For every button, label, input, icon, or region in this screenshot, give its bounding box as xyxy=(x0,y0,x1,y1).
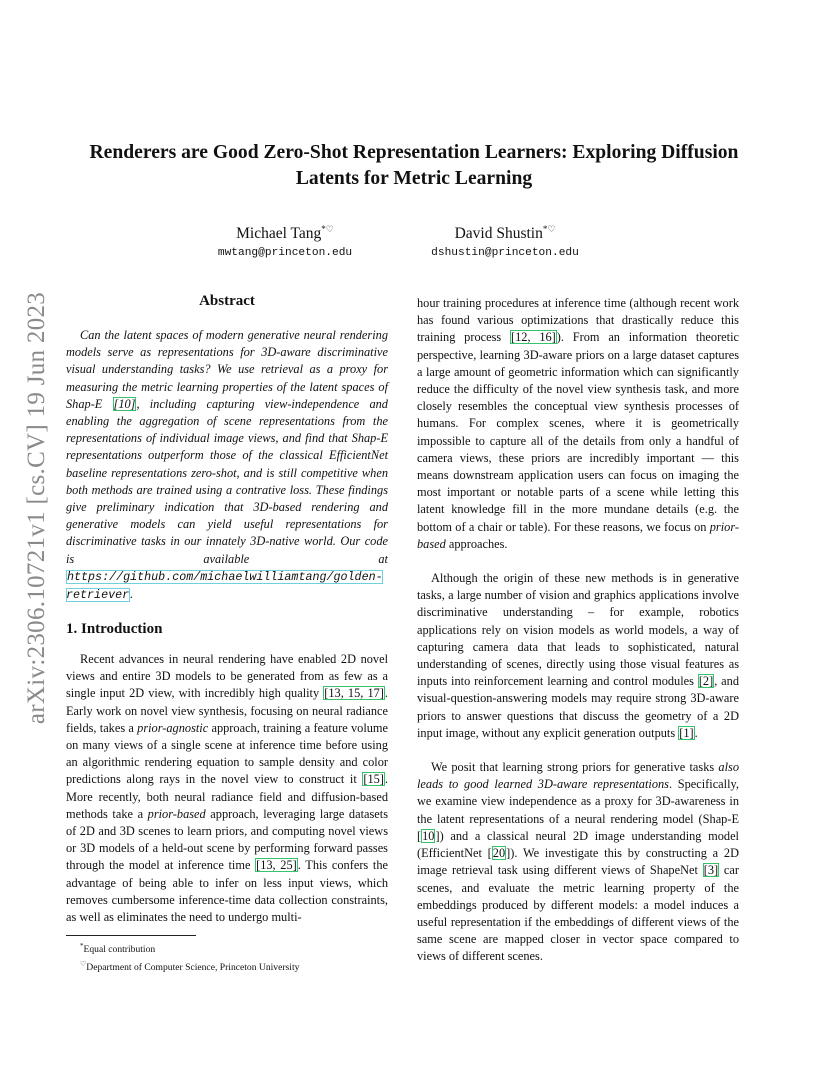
title-line-1: Renderers are Good Zero-Shot Representation Learners: Exploring Diffusion xyxy=(89,142,739,163)
abstract-body xyxy=(66,327,388,604)
citation-link[interactable]: [13, 15, 17] xyxy=(324,686,384,701)
author-name: David Shustin*♡ xyxy=(454,224,556,243)
section-heading-introduction: 1. Introduction xyxy=(66,621,163,637)
author-block-1 xyxy=(190,219,380,259)
footnote-affiliation: ♡Department of Computer Science, Princeton University xyxy=(80,960,300,974)
footnote-equal-contribution: *Equal contribution xyxy=(80,942,156,956)
citation-link[interactable]: [12, 16] xyxy=(511,330,556,345)
abstract-heading: Abstract xyxy=(199,293,255,309)
author-block-2 xyxy=(410,219,600,259)
citation-link[interactable]: [1] xyxy=(679,725,694,740)
arxiv-identifier xyxy=(20,288,54,728)
right-paragraph-1: hour training procedures at inference time (although recent work has found various optimizations that drastically reduce this training process [12, 16]). From an information theoretic perspective, learning 3D-aware priors on a large dataset captures a large amount of geometric information which can significantly reduce the difficulty of the novel view synthesis task, and more closely resembles the conceptual view synthesis processes of humans. For complex scenes, where it is geometrically impossible to capture all of the details from only a handful of camera views, these priors are incredibly important — this means downstream application users can focus on imaging the most important or notable parts of a scene while letting this latent knowledge fill in the more mundane details (e.g. the bottom of a chair or table). For these reasons, we focus on prior-based approaches. xyxy=(417,296,739,551)
author-email[interactable]: mwtang@princeton.edu xyxy=(217,247,353,260)
author-marks: *♡ xyxy=(542,224,556,234)
citation-link[interactable]: [3] xyxy=(703,863,719,878)
footnote-divider xyxy=(66,935,196,936)
author-marks: *♡ xyxy=(321,224,334,234)
footnotes xyxy=(80,939,299,975)
citation-link[interactable]: [2] xyxy=(698,674,714,689)
title-line-2: Latents for Metric Learning xyxy=(295,168,533,189)
author-name: Michael Tang*♡ xyxy=(236,224,334,243)
code-repo-link[interactable]: https://github.com/michaelwilliamtang/golden-retriever xyxy=(66,569,383,603)
citation-link[interactable]: 10 xyxy=(422,828,435,843)
introduction-body xyxy=(66,651,388,926)
right-paragraph-2: Although the origin of these new methods is in generative tasks, a large number of vision and graphics applications involve discriminative understanding – for example, robotics applications rely on vision models as world models, a way of capturing camera data that leads to sophisticated, natural understanding of scenes, directly using those visual features as inputs into reinforcement learning and control modules [2], and visual-question-answering models may require strong 3D-aware priors to answer questions that discuss the geometry of a 2D input image, without any explicit generation outputs [1]. xyxy=(417,571,740,740)
right-paragraph-3: We posit that learning strong priors for generative tasks also leads to good learned 3D-aware representations. Specifically, we examine view independence as a proxy for 3D-awareness in the latent representations of a neural rendering model (Shap-E [10]) and a classical neural 2D image understanding model (EfficientNet [20]). We investigate this by constructing a 2D image retrieval task using different views of ShapeNet [3] car scenes, and evaluate the metric learning property of the embeddings produced by different models: a model induces a useful representation if the embeddings of different views of the same scene are mapped closer in vector space compared to views of different scenes. xyxy=(417,760,740,964)
citation-link[interactable]: [10] xyxy=(113,396,136,411)
citation-link[interactable]: [13, 25] xyxy=(256,858,297,873)
author-email[interactable]: dshustin@princeton.edu xyxy=(431,247,579,260)
arxiv-identifier-text: arXiv:2306.10721v1 [cs.CV] 19 Jun 2023 xyxy=(23,291,50,725)
abstract-paragraph: Can the latent spaces of modern generative neural rendering models serve as representations for 3D-aware discriminative visual understanding tasks? We use retrieval as a proxy for measuring the metric learning properties of the latent spaces of Shap-E [10], including capturing view-independence and enabling the aggregation of scene representations from the representations of individual image views, and find that Shap-E representations outperform those of the classical EfficientNet baseline representations zero-shot, and is still competitive when both methods are trained using a contrative loss. These findings give preliminary indication that 3D-based rendering and generative models can yield useful representations for discriminative tasks in our innately 3D-native world. Our code is available at https://github.com/michaelwilliamtang/golden-retriever. xyxy=(66,328,388,603)
right-column xyxy=(417,295,739,966)
paper-title xyxy=(70,140,758,192)
citation-link[interactable]: 20 xyxy=(492,846,506,861)
citation-link[interactable]: [15] xyxy=(363,772,384,787)
intro-paragraph-1: Recent advances in neural rendering have enabled 2D novel views and entire 3D models to be generated from as few as a single input 2D view, with incredibly high quality [13, 15, 17]. Early work on novel view synthesis, focusing on neural radiance fields, takes a prior-agnostic approach, training a feature volume on many views of a single scene at inference time before using an algorithmic rendering equation to sample density and color predictions along rays in the novel view to construct it [15]. More recently, both neural radiance field and diffusion-based methods take a prior-based approach, leveraging large datasets of 2D and 3D scenes to learn priors, and computing novel views or 3D models of a held-out scene by performing forward passes through the model at inference time [13, 25]. This confers the advantage of being able to infer on less input views, which removes cumbersome inference-time data collection constraints, as well as eliminates the need to undergo multi- xyxy=(66,652,389,925)
